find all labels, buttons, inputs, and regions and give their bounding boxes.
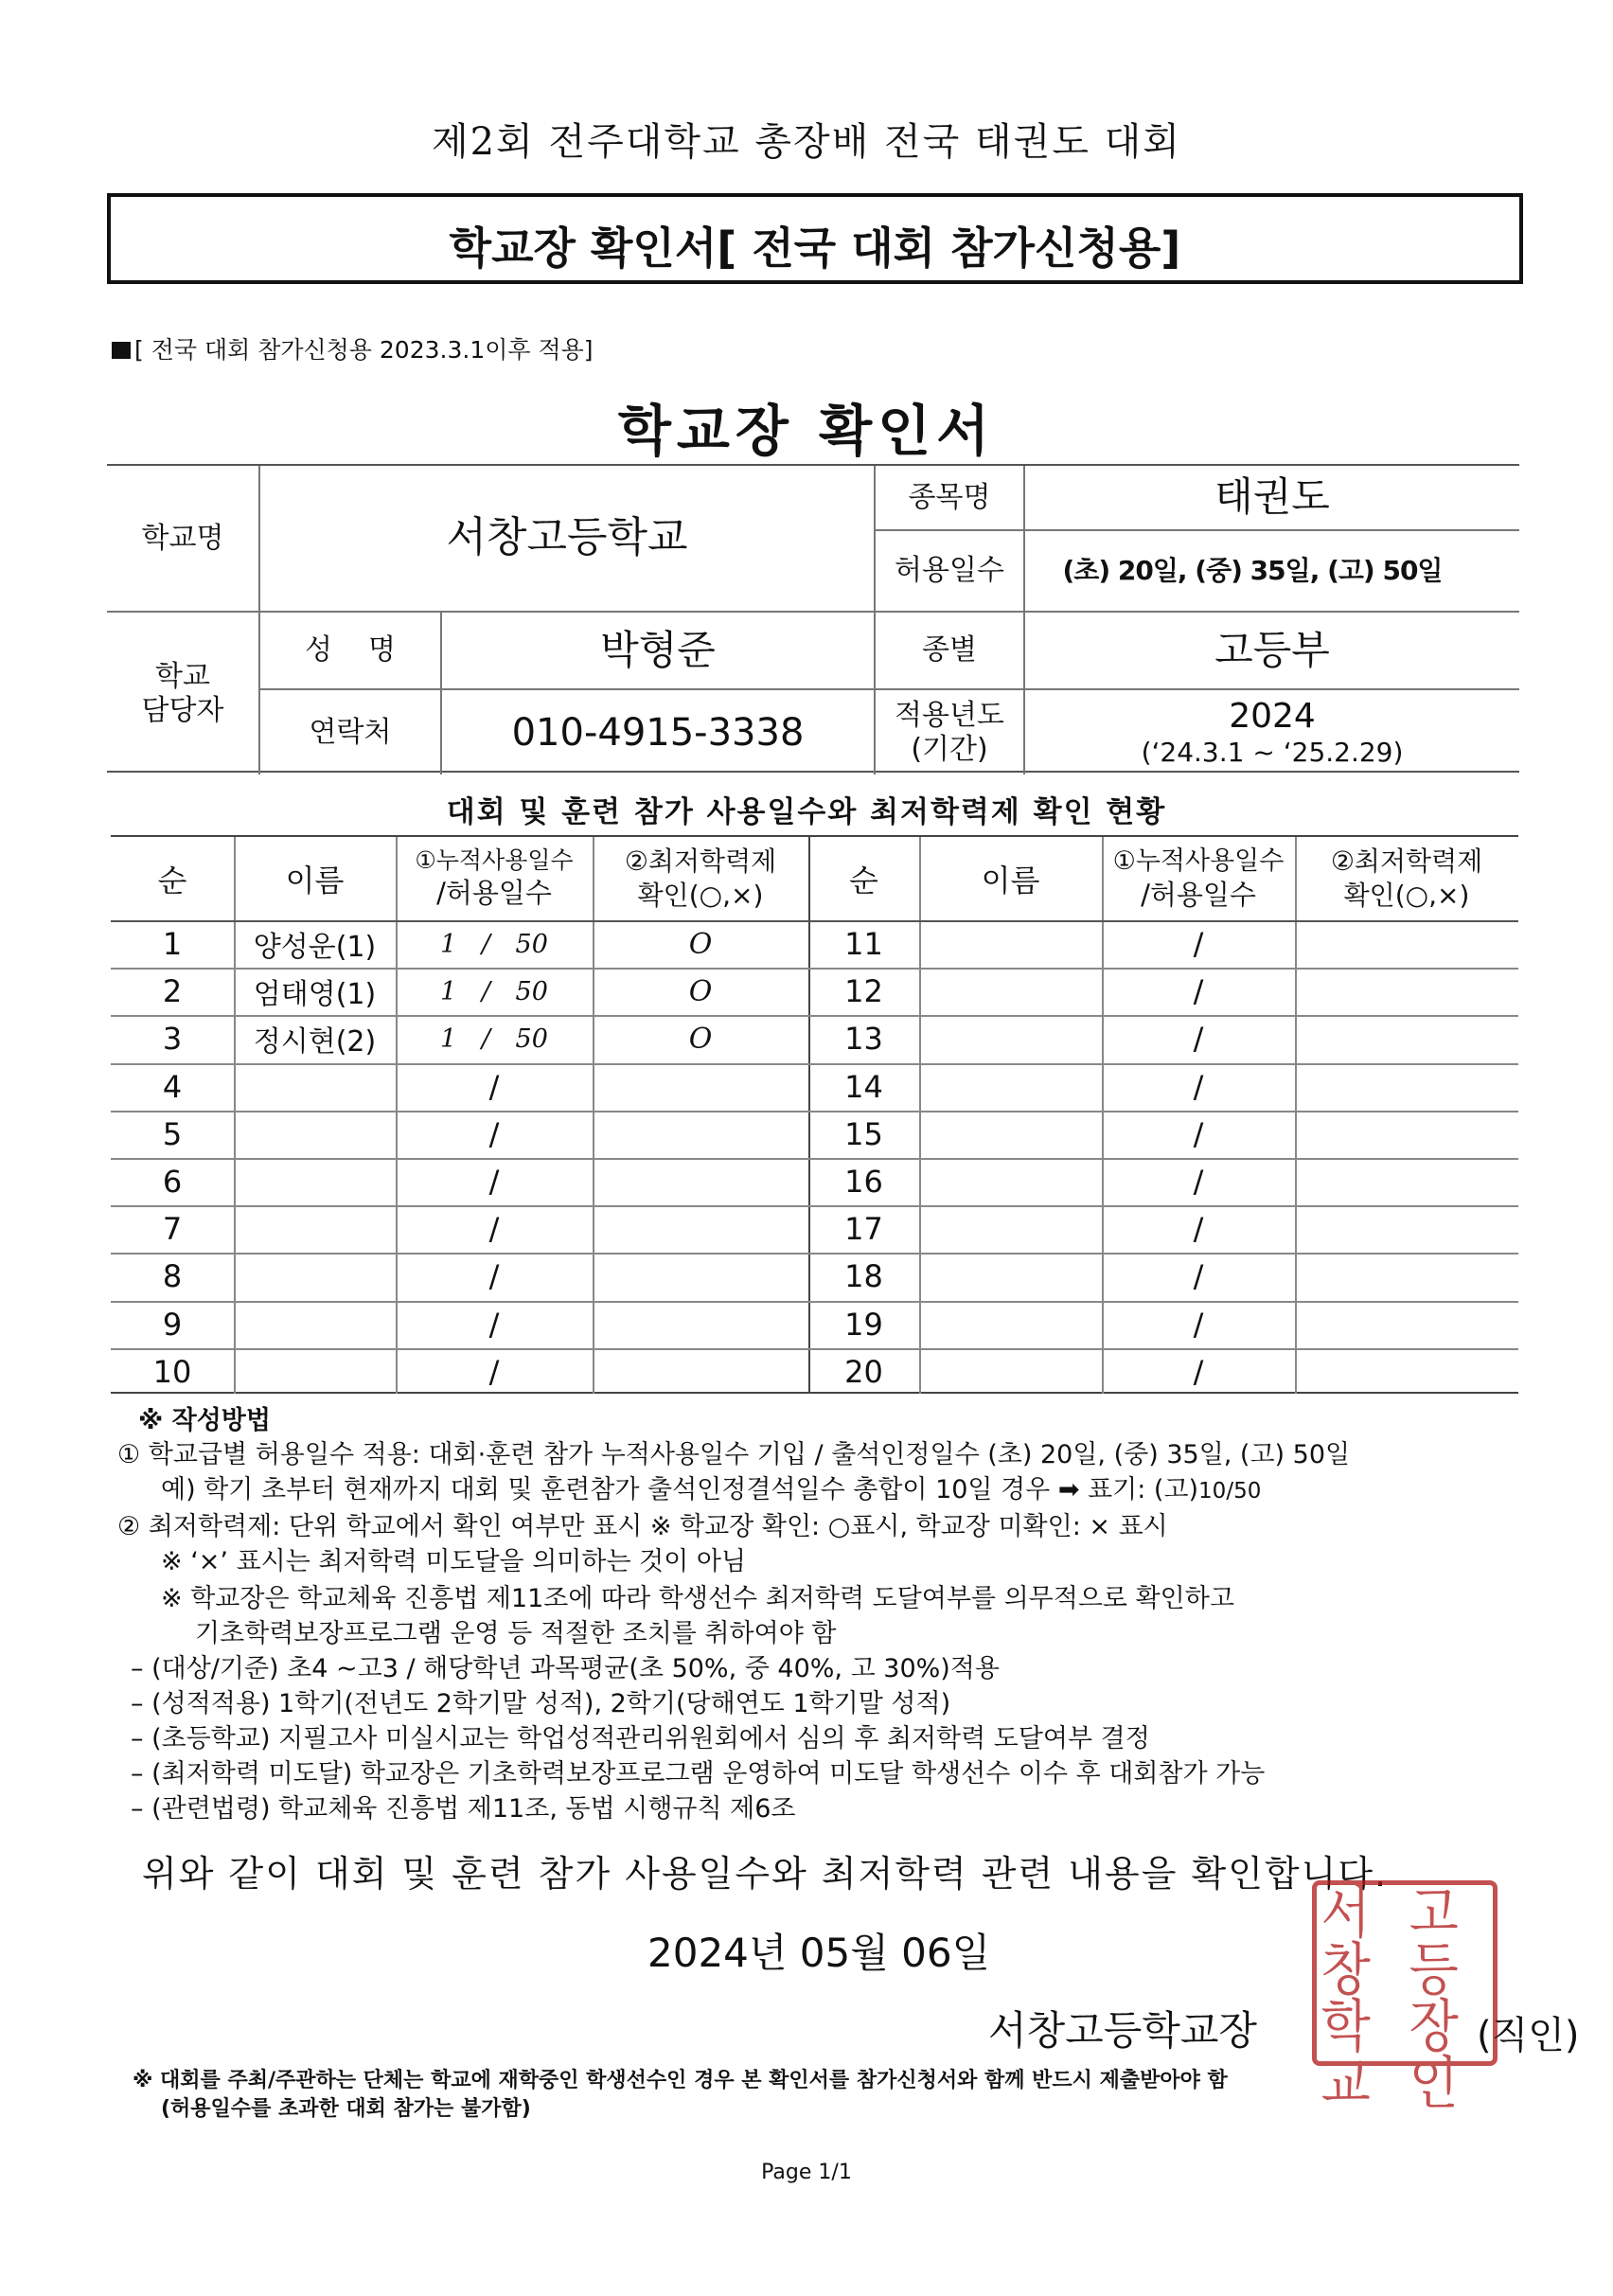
row-used-days: / (1193, 1021, 1204, 1058)
footer-note-cont: (허용일수를 초과한 대회 참가는 불가함) (161, 2097, 531, 2121)
allowed-days-value: (초) 20일, (중) 35일, (고) 50일 (1062, 555, 1443, 587)
year-label-line2: (기간) (911, 732, 988, 766)
square-bullet-icon (112, 342, 131, 359)
competition-title: 제2회 전주대학교 총장배 전국 태권도 대회 (432, 120, 1181, 164)
seal-char: 고등 (1409, 1880, 1459, 2003)
row-name (919, 1205, 1102, 1253)
row-min-check (1295, 1015, 1518, 1062)
note-x-meaning: ※ ‘×’ 표시는 최저학력 미도달을 의미하는 것이 아님 (161, 1547, 747, 1576)
row-used-days: / (488, 1353, 500, 1390)
row-used-days: / (1193, 1115, 1204, 1152)
row-no: 7 (162, 1211, 183, 1248)
header-title: 학교장 확인서[ 전국 대회 참가신청용] (449, 222, 1181, 274)
confirmation-statement: 위와 같이 대회 및 훈련 참가 사용일수와 최저학력 관련 내용을 확인합니다. (142, 1853, 1389, 1895)
row-used-days: / (1193, 926, 1204, 963)
row-no: 3 (162, 1021, 183, 1058)
row-no: 19 (844, 1306, 883, 1343)
athlete-roster-table (111, 835, 1518, 1394)
row-min-check (593, 1348, 808, 1396)
row-used-days: / (488, 1068, 500, 1105)
row-min-check (1295, 1205, 1518, 1253)
row-name (919, 968, 1102, 1015)
event-label: 종목명 (908, 480, 991, 514)
header-min-achievement (593, 837, 808, 920)
document-title: 학교장 확인서 (617, 399, 996, 463)
row-used-days: / (1193, 973, 1204, 1010)
row-no: 12 (844, 973, 883, 1010)
row-min-check (1295, 1063, 1518, 1111)
row-name: 엄태영(1) (253, 978, 377, 1012)
row-min-check (593, 1301, 808, 1348)
header-name: 이름 (981, 863, 1040, 899)
row-name: 양성운(1) (253, 931, 377, 965)
row-name (919, 1111, 1102, 1158)
row-min-check (593, 1158, 808, 1205)
row-used-days: 1 / 50 (440, 1023, 548, 1054)
row-name (234, 1348, 396, 1396)
row-used-days: / (488, 1258, 500, 1295)
row-name (919, 1063, 1102, 1111)
page-number: Page 1/1 (761, 2161, 852, 2184)
application-tag-text: [ 전국 대회 참가신청용 2023.3.1이후 적용] (134, 336, 594, 364)
row-min-check: O (688, 1022, 713, 1056)
header-no: 순 (849, 863, 878, 899)
row-no: 6 (162, 1164, 183, 1201)
year-label (876, 690, 1023, 774)
row-used-days: 1 / 50 (440, 929, 548, 959)
row-name (919, 1158, 1102, 1205)
note-grade-period: – (성적적용) 1학기(전년도 2학기말 성적), 2학기(당해연도 1학기말 성적) (131, 1689, 951, 1718)
school-value: 서창고등학교 (446, 513, 688, 562)
notes-heading: ※ 작성방법 (138, 1406, 271, 1435)
note-allowed-days: ① 학교급별 허용일수 적용: 대회·훈련 참가 누적사용일수 기입 / 출석인정일수 (초) 20일, (중) 35일, (고) 50일 (117, 1440, 1351, 1469)
seal-mark: (직인) (1477, 2014, 1580, 2057)
row-no: 18 (844, 1258, 883, 1295)
header-used-days (396, 837, 593, 920)
row-no: 5 (162, 1115, 183, 1152)
header-used-days-line1: ①누적사용일수 (1112, 845, 1285, 876)
row-min-check (593, 1253, 808, 1300)
roster-title: 대회 및 훈련 참가 사용일수와 최저학력제 확인 현황 (446, 795, 1167, 829)
footer-note: ※ 대회를 주최/주관하는 단체는 학교에 재학중인 학생선수인 경우 본 확인서를 참가신청서와 함께 반드시 제출받아야 함 (133, 2069, 1228, 2092)
row-name (919, 1015, 1102, 1062)
note-example-value: 10/50 (1198, 1479, 1262, 1504)
row-no: 2 (162, 973, 183, 1010)
row-no: 8 (162, 1258, 183, 1295)
row-name (919, 920, 1102, 968)
row-no: 14 (844, 1068, 883, 1105)
application-tag (112, 331, 594, 365)
seal-char: 서창 (1321, 1880, 1371, 2003)
header-used-days (1102, 837, 1295, 920)
principal-name: 서창고등학교장 (988, 2007, 1258, 2054)
row-min-check: O (688, 974, 713, 1008)
row-name (919, 1253, 1102, 1300)
row-min-check (1295, 1111, 1518, 1158)
contact-person-label-line1: 학교 (155, 659, 210, 693)
row-min-check (1295, 1158, 1518, 1205)
header-used-days-line1: ①누적사용일수 (415, 845, 574, 874)
row-no: 17 (844, 1211, 883, 1248)
header-used-days-line2: /허용일수 (1141, 878, 1256, 911)
row-used-days: / (488, 1306, 500, 1343)
allowed-days-label: 허용일수 (895, 554, 1004, 587)
name-label: 성 명 (304, 633, 397, 667)
row-name (234, 1111, 396, 1158)
row-no: 9 (162, 1306, 183, 1343)
phone-label: 연락처 (309, 715, 392, 749)
row-used-days: / (488, 1115, 500, 1152)
row-min-check (1295, 1348, 1518, 1396)
header-no: 순 (157, 863, 187, 899)
note-example (161, 1475, 1261, 1504)
phone-value: 010-4915-3338 (511, 710, 805, 755)
row-min-check (1295, 920, 1518, 968)
row-no: 10 (152, 1353, 192, 1390)
row-name (234, 1063, 396, 1111)
school-info-table (107, 464, 1519, 773)
note-not-reached: – (최저학력 미도달) 학교장은 기초학력보장프로그램 운영하여 미도달 학생선수 이수 후 대회참가 가능 (131, 1759, 1266, 1789)
row-name (234, 1158, 396, 1205)
header-used-days-line2: /허용일수 (436, 877, 552, 910)
row-min-check (1295, 968, 1518, 1015)
header-min-achievement-line2: 확인(○,×) (1343, 880, 1470, 911)
row-name (234, 1253, 396, 1300)
header-min-achievement-line1: ②최저학력제 (624, 845, 777, 877)
row-used-days: / (1193, 1164, 1204, 1201)
division-label: 종별 (922, 633, 977, 667)
row-no: 20 (844, 1353, 883, 1390)
row-name (919, 1301, 1102, 1348)
name-value: 박형준 (600, 626, 716, 673)
row-no: 15 (844, 1115, 883, 1152)
row-min-check (593, 1205, 808, 1253)
row-min-check (1295, 1301, 1518, 1348)
header-min-achievement-line1: ②최저학력제 (1330, 845, 1483, 877)
row-name (234, 1301, 396, 1348)
note-related-law: – (관련법령) 학교체육 진흥법 제11조, 동법 시행규칙 제6조 (131, 1794, 796, 1824)
school-label: 학교명 (141, 521, 224, 555)
header-name: 이름 (285, 863, 345, 899)
row-name (234, 1205, 396, 1253)
seal-char: 장인 (1409, 1994, 1459, 2117)
row-used-days: / (1193, 1211, 1204, 1248)
seal-char: 학교 (1321, 1994, 1371, 2117)
year-label-line1: 적용년도 (895, 698, 1004, 732)
issue-date: 2024년 05월 06일 (647, 1930, 991, 1976)
row-used-days: / (1193, 1353, 1204, 1390)
row-no: 13 (844, 1021, 883, 1058)
row-used-days: / (488, 1164, 500, 1201)
official-seal-stamp (1312, 1880, 1498, 2117)
row-min-check (593, 1063, 808, 1111)
header-min-achievement-line2: 확인(○,×) (637, 880, 764, 911)
year-period-text: (‘24.3.1 ~ ‘25.2.29) (1141, 737, 1404, 769)
event-value: 태권도 (1214, 473, 1330, 521)
row-no: 16 (844, 1164, 883, 1201)
year-value-text: 2024 (1229, 697, 1316, 737)
row-no: 1 (162, 926, 183, 963)
row-min-check (593, 1111, 808, 1158)
note-principal-duty-cont: 기초학력보장프로그램 운영 등 적절한 조치를 취하여야 함 (195, 1619, 837, 1648)
contact-person-label-line2: 담당자 (141, 693, 224, 727)
header-min-achievement (1295, 837, 1518, 920)
contact-person-label (107, 613, 258, 774)
note-example-text: 예) 학기 초부터 현재까지 대회 및 훈련참가 출석인정결석일수 총합이 10일 경우 ➡ 표기: (고) (161, 1475, 1199, 1504)
row-used-days: / (1193, 1258, 1204, 1295)
year-value (1025, 690, 1519, 774)
note-elementary: – (초등학교) 지필고사 미실시교는 학업성적관리위원회에서 심의 후 최저학력 도달여부 결정 (131, 1724, 1150, 1753)
division-value: 고등부 (1214, 626, 1330, 673)
row-used-days: / (1193, 1068, 1204, 1105)
row-used-days: / (488, 1211, 500, 1248)
row-min-check: O (688, 927, 713, 961)
row-min-check (1295, 1253, 1518, 1300)
row-no: 11 (844, 926, 883, 963)
row-used-days: 1 / 50 (440, 976, 548, 1006)
note-target: – (대상/기준) 초4 ~고3 / 해당학년 과목평균(초 50%, 중 40%, 고 30%)적용 (131, 1654, 1000, 1683)
row-name: 정시현(2) (253, 1025, 377, 1059)
row-no: 4 (162, 1068, 183, 1105)
note-principal-duty: ※ 학교장은 학교체육 진흥법 제11조에 따라 학생선수 최저학력 도달여부를 의무적으로 확인하고 (161, 1584, 1234, 1613)
note-min-achievement: ② 최저학력제: 단위 학교에서 확인 여부만 표시 ※ 학교장 확인: ○표시, 학교장 미확인: × 표시 (117, 1512, 1168, 1541)
row-used-days: / (1193, 1306, 1204, 1343)
row-name (919, 1348, 1102, 1396)
